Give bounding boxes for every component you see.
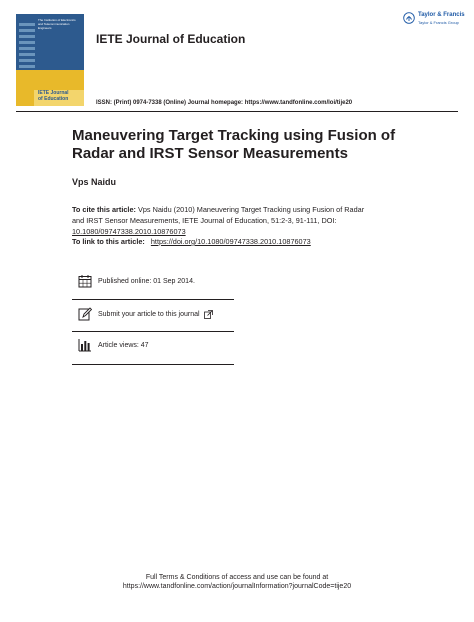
external-link-icon	[204, 310, 213, 319]
published-online-text: Published online: 01 Sep 2014.	[98, 277, 195, 285]
info-divider	[72, 364, 234, 365]
submit-article-text[interactable]: Submit your article to this journal	[98, 310, 200, 318]
submit-article-row[interactable]	[78, 307, 219, 321]
info-divider	[72, 299, 234, 300]
cover-title: IETE Journal of Education	[38, 90, 69, 102]
article-doi-link[interactable]: https://doi.org/10.1080/09747338.2010.10876073	[150, 237, 311, 246]
footer-terms-link[interactable]: https://www.tandfonline.com/action/journalInformation?journalCode=tije20	[122, 583, 352, 590]
link-label: To link to this article:	[72, 237, 145, 246]
publisher-name: Taylor & Francis	[418, 12, 465, 18]
journal-cover-image	[16, 14, 84, 106]
journal-title: IETE Journal of Education	[96, 32, 246, 46]
publisher-subtitle: Taylor & Francis Group	[418, 20, 459, 25]
cover-pattern	[19, 22, 35, 68]
article-link-line	[72, 237, 392, 246]
article-views-text: Article views: 47	[98, 341, 149, 349]
citation-doi-link[interactable]: 10.1080/09747338.2010.10876073	[72, 227, 186, 236]
footer-terms-line: Full Terms & Conditions of access and use can be found at	[145, 574, 329, 581]
header-divider	[16, 111, 458, 112]
issn-homepage-line[interactable]: ISSN: (Print) 0974-7338 (Online) Journal homepage: https://www.tandfonline.com/loi/tije20	[96, 100, 353, 106]
citation-block	[72, 204, 372, 237]
citation-text: Vps Naidu (2010) Maneuvering Target Tracking using Fusion of Radar and IRST Sensor Measurements, IETE Journal of Education, 51:2-3, 91-111, DOI:	[72, 205, 365, 225]
article-author: Vps Naidu	[72, 177, 117, 187]
article-views-row	[78, 338, 149, 352]
citation-label: To cite this article:	[72, 205, 136, 214]
bar-chart-icon	[78, 338, 92, 352]
published-online-row	[78, 274, 195, 288]
cover-publisher-text: The Institution of Electronics and Telecommunication Engineers	[38, 18, 76, 30]
calendar-icon	[78, 274, 92, 288]
taylor-francis-logo-icon	[403, 12, 415, 24]
info-divider	[72, 331, 234, 332]
edit-pencil-icon	[78, 307, 92, 321]
article-title: Maneuvering Target Tracking using Fusion of Radar and IRST Sensor Measurements	[72, 127, 396, 162]
